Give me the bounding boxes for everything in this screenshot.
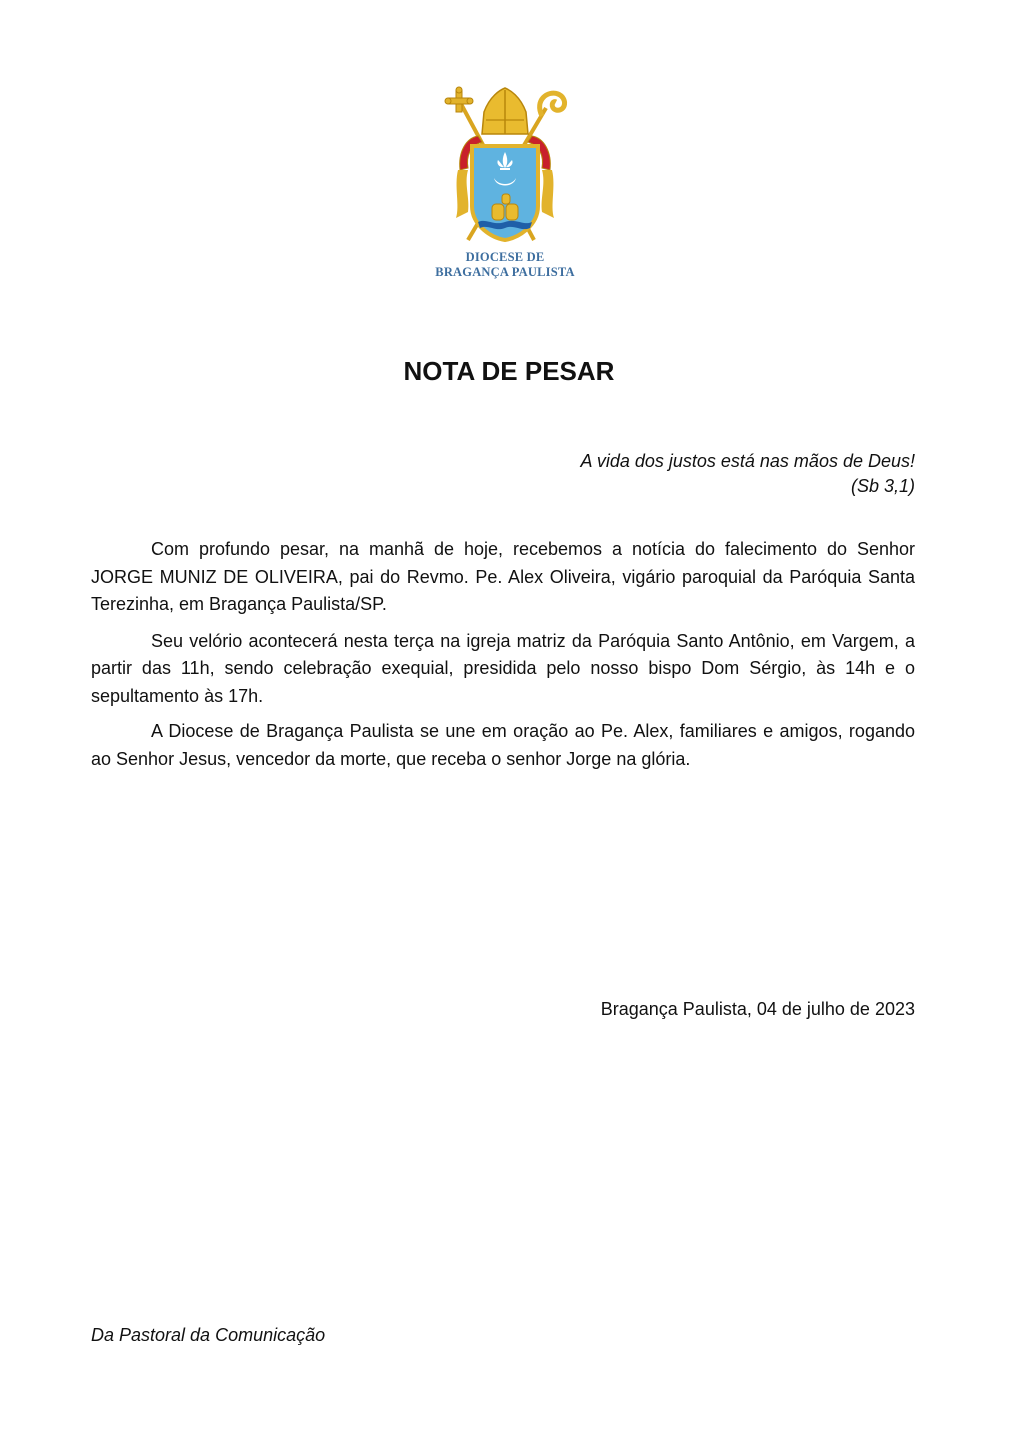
logo-text-line1: DIOCESE DE [465, 250, 545, 264]
epigraph [415, 449, 915, 499]
logo-text-line2: BRAGANÇA PAULISTA [435, 265, 575, 279]
date-line: Bragança Paulista, 04 de julho de 2023 [600, 999, 915, 1019]
document-title: NOTA DE PESAR [403, 356, 615, 386]
paragraph-2: Seu velório acontecerá nesta terça na igreja matriz da Paróquia Santo Antônio, em Vargem, a partir das 11h, sendo celebração exequial, presidida pelo nosso bispo Dom Sérgio, às 14h e o sepultamento às 17h. [91, 630, 915, 706]
document-body [91, 536, 915, 781]
coat-of-arms-icon [438, 86, 572, 246]
paragraph-1: Com profundo pesar, na manhã de hoje, recebemos a notícia do falecimento do Senhor JORGE MUNIZ DE OLIVEIRA, pai do Revmo. Pe. Alex Oliveira, vigário paroquial da Paróquia Santa Terezinha, em Bragança Paulista/SP. [91, 539, 915, 614]
signature: Da Pastoral da Comunicação [91, 1325, 326, 1345]
paragraph-3: A Diocese de Bragança Paulista se une em oração ao Pe. Alex, familiares e amigos, rogando ao Senhor Jesus, vencedor da morte, que receba o senhor Jorge na glória. [91, 721, 915, 769]
diocese-logo [430, 86, 580, 282]
epigraph-reference: (Sb 3,1) [850, 476, 915, 496]
epigraph-quote: A vida dos justos está nas mãos de Deus! [580, 451, 915, 471]
